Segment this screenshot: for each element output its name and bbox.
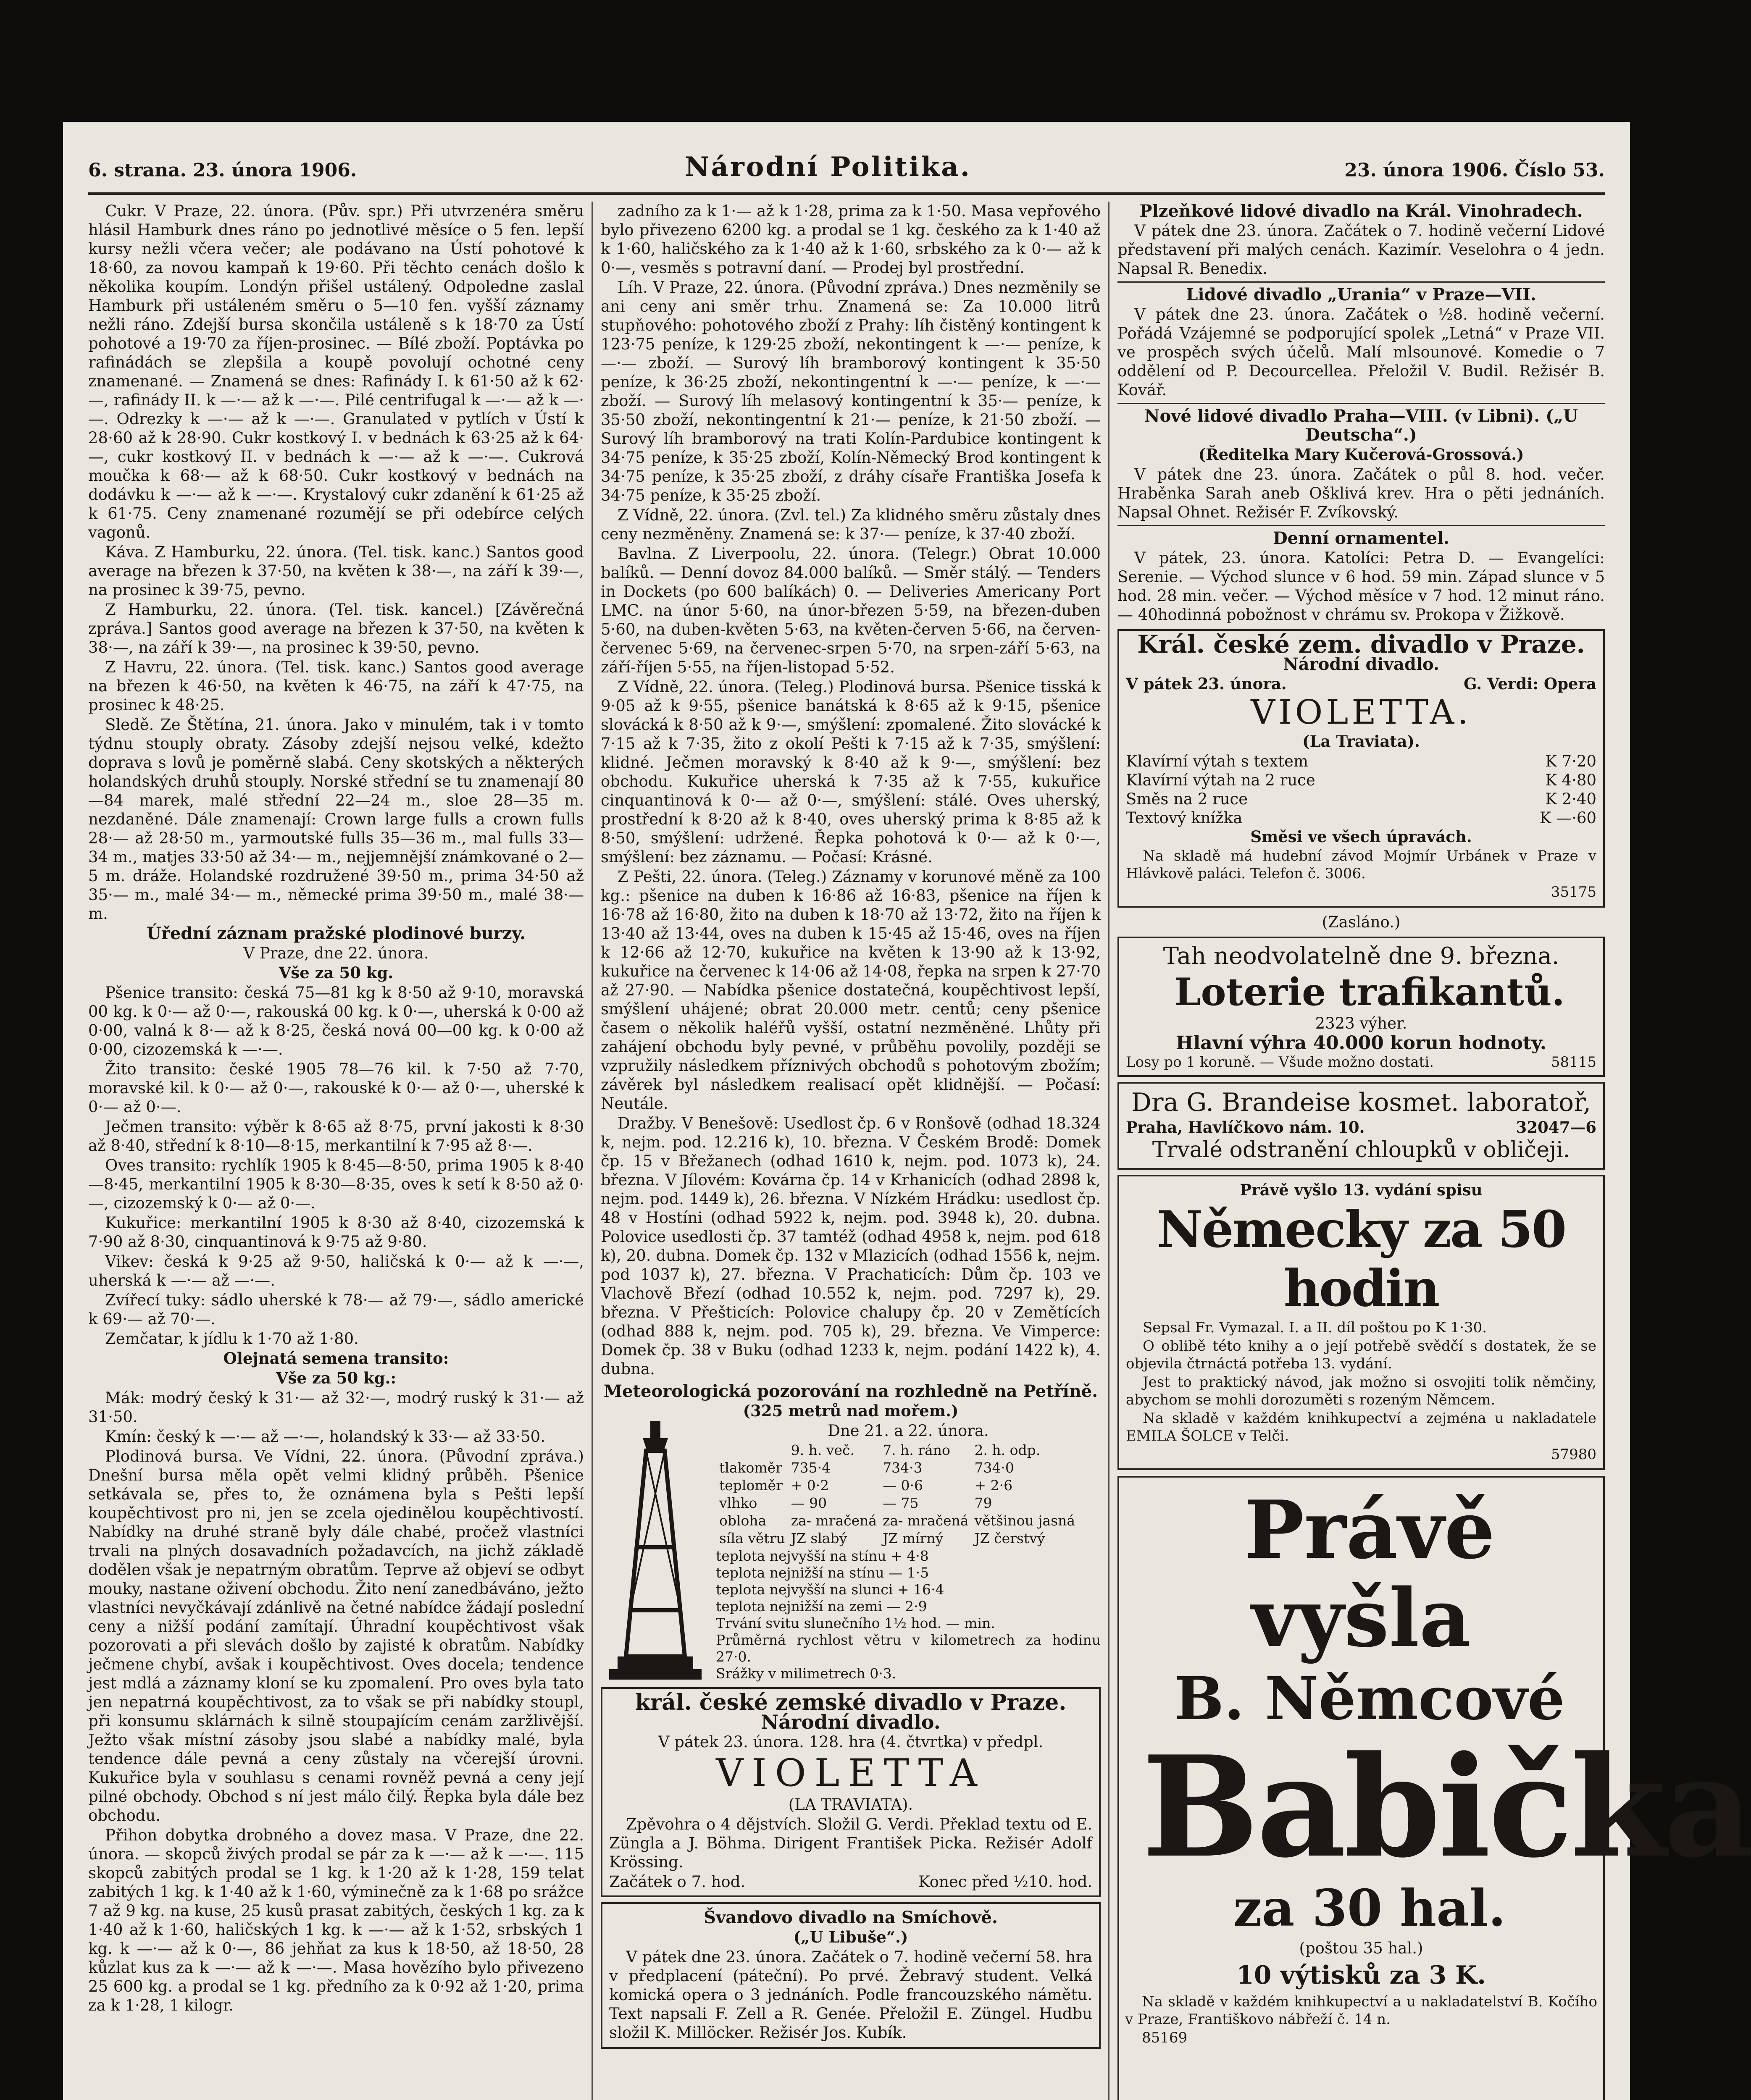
section-subheading: Olejnatá semena transito:: [223, 1349, 449, 1368]
article-oats: Oves transito: rychlík 1905 k 8·45—8·50, prima 1905 k 8·40—8·45, merkantilní 1905 k 8·30—8·35, oves k setí k 8·50 až 0·—, cizozemský k 0·— až 0·—.: [88, 1156, 584, 1212]
ad-national-theatre: král. české zemské divadlo v Praze. Národní divadlo. V pátek 23. února. 128. hra (4. čtvrtka) v předpl. VIOLETTA (LA TRAVIATA). Zpěvohra o 4 dějstvích. Složil G. Verdi. Překlad textu od E. Züngla a J. Böhma. Dirigent František Picka. Režisér Adolf Krössing. Začátek o 7. hod. Konec před ½10. hod.: [601, 1687, 1101, 1897]
ad-vinohrady-theatre: Plzeňkové lidové divadlo na Král. Vinohradech. V pátek dne 23. února. Začátek o 7. hodině večerní Lidové představení při malých cenách. Kazimír. Veselohra o 4 jedn. Napsal R. Benedix.: [1117, 201, 1605, 278]
ad-urania-theatre: Lidové divadlo „Urania“ v Praze—VII. V pátek dne 23. února. Začátek o ½8. hodině večerní. Pořádá Vzájemné se podporující spolek „Letná“ v Praze VII. ve prospěch svých účelů. Malí mlsounové. Komedie o 7 oddělení od P. Decourcellea. Přeložil V. Budil. Režisér B. Kovář.: [1117, 281, 1605, 399]
article-vienna-grain: Z Vídně, 22. února. (Teleg.) Plodinová bursa. Pšenice tisská k 9·05 až k 9·55, pšenice banátská k 8·65 až k 9·15, pšenice slovácká k 8·50 až k 9·—, smýšlení: zpomalené. Žito slovácké k 7·15 až k 7·35, žito z okolí Pešti k 7·15 až k 7·35, smýšlení: klidné. Ječmen moravský k 8·40 až k 9·—, smýšlení: bez obchodu. Kukuřice uherská k 7·35 až k 7·55, kukuřice cinquantinová k 0·— až 0·—, smýšlení: stálé. Oves uherský, prostřední k 8·20 až k 8·40, oves uherský prima k 8·85 až k 8·50, smýšlení: udržené. Řepka pohotová k 0·— až k 0·—, smýšlení: bez záznamu. — Počasí: Krásné.: [601, 678, 1101, 866]
article-meat-cont: zadního za k 1·— až k 1·28, prima za k 1·50. Masa vepřového bylo přivezeno 6200 kg. a prodal se 1 kg. českého za k 1·40 až k 1·60, haličského za k 1·40 až k 1·60, srbského za k 0·— až k 0·—, vesměs s potravní daní. — Prodej byl prostřední.: [601, 202, 1101, 277]
daily-calendar: Denní ornamentel. V pátek, 23. února. Katolíci: Petra D. — Evangelíci: Serenie. — Východ slunce v 6 hod. 59 min. Západ slunce v 5 hod. 28 min. večer. — Východ měsíce v 7 hod. 12 minut ráno. — 40hodinná pobožnost v chrámu sv. Prokopa v Žižkově.: [1117, 525, 1605, 624]
article-barley: Ječmen transito: výběr k 8·65 až 8·75, první jakosti k 8·30 až 8·40, střední k 8·10—8·15, merkantilní k 7·95 až 8·—.: [88, 1118, 584, 1155]
column-2: [601, 202, 1101, 2100]
column-separator: [1108, 202, 1109, 2100]
article-coffee-havre: Z Havru, 22. února. (Tel. tisk. kanc.) Santos good average na březen k 46·50, na květen k 46·75, na září k 47·75, na prosinec k 48·25.: [88, 658, 584, 714]
article-vienna-exchange: Plodinová bursa. Ve Vídni, 22. února. (Původní zpráva.) Dnešní bursa měla opět velmi klidný průběh. Pšenice setkávala se, přes to, že oznámena byla s Pešti lepší koupěchtivost pro ni, jen se zcela ojedinělou koupěchtivostí. Nabídky na druhé straně byly dále chabé, pročež vlastníci trvali na plných dosavadních požadavcích, na jichž základě dodělen však je nepatrným obratům. Teprve až objeví se odbyt mouky, nastane oživení obchodu. Žito není zanedbáváno, ježto vlastníci nevyčkávají zdánlivě na četné nabídce žádají poslední ceny a nižší podání zamítají. Úhradní koupěchtivost však pozorovati a při slevách došlo by zajisté k obratům. Nabídky ječmene chybí, avšak i koupěchtivost. Oves docela; tendence jest mdlá a záznamy kloní se ku zpomalení. Pro oves byla tato jen nepatrná koupěchtivost, za to však se při nabídky stoupl, při konsumu sklárnách k silně stoupajícím cenám zaržlivější. Ježto však místní zásoby jsou slabé a nabídky malé, byla tendence dále pevná a ceny zůstaly na včerejší úrovni. Kukuřice byla v souhlasu s cenami rovněž pevná a ceny její pilné obchody. Obchod s ní jest málo čilý. Řepka byla dále bez obchodu.: [88, 1447, 584, 1824]
column-3: [1117, 201, 1751, 2100]
article-rye: Žito transito: české 1905 78—76 kil. k 7·50 až 7·70, moravské kil. k 0·— až 0·—, rakouské k 0·— až 0·—, uherské k 0·— až 0·—.: [88, 1060, 584, 1116]
article-pest: Z Pešti, 22. února. (Teleg.) Záznamy v korunové měně za 100 kg.: pšenice na duben k 16·86 až 16·83, pšenice na říjen k 16·78 až 16·80, žito na duben k 18·70 až 13·72, žito na říjen k 13·40 až 13·44, oves na duben k 15·45 až 15·46, oves na říjen k 12·66 až 12·70, kukuřice na květen k 13·90 až k 13·92, kukuřice na červenec k 14·06 až 14·08, řepka na srpen k 27·70 až 27·90. — Nabídka pšenice dostatečná, koupěchtivost lepší, smýšlení uhájené; obrat 20.000 metr. centů; ceny pšenice časem o několik haléřů vyšší, ostatní nezměněné. Lhůty při zahájení obchodu byly pevné, v průběhu povolily, později se vzpružily následkem příznivých obchodů s pohotovým zbožím; závěrek byl následkem realisací opět klidnější. — Počasí: Neutále.: [601, 868, 1101, 1113]
newspaper-page: [63, 122, 1751, 2100]
article-wheat: Pšenice transito: česká 75—81 kg k 8·50 až 9·10, moravská 00 kg. k 0·— až 0·—, rakouská 00 kg. k 0·—, uherská k 0·00 až 0·00, valná k 8·— až k 8·25, česká nová 00—00 kg. k 0·00 až 0·00, cizozemská k —·—.: [88, 984, 584, 1058]
article-potatoes: Zemčatar, k jídlu k 1·70 až 1·80.: [105, 1330, 359, 1348]
weather-table: 9. h. več. 7. h. ráno 2. h. odp. tlakoměr 735·4 734·3 734·0 teploměr + 0·2 — 0·6 + 2·6 vlhko — 90 — 75 79 obloha za- mračená za- mračená většinou jasná síla větru JZ slabý JZ mírný JZ čerstvý: [719, 1442, 1075, 1546]
article-herring: Sledě. Ze Štětína, 21. února. Jako v minulém, tak i v tomto týdnu stouply obraty. Zásoby zdejší nejsou velké, kdežto doprava s lovů je poměrně slabá. Ceny skotských a některých holandských druhů stouply. Norské střední se tu znamenají 80—84 marek, malé střední 22—24 m., sloe 28—35 m. nezdaněné. Dále znamenají: Crown large fulls a crown fulls 28·— až 28·50 m., yarmoutské fulls 35—36 m., mal fulls 33—34 m., matjes 33·50 až 34·— m., nejjemnější známkované o 2—5 m. dráže. Holandské rozdružené 39·50 m., prima 34·50 až 35·— m., malé 34·— m., německé prima 39·50 m., malé 38·— m.: [88, 716, 584, 923]
column-separator: [592, 202, 593, 2100]
weather-extra: teplota nejvyšší na stínu + 4·8 teplota nejnižší na stínu — 1·5 teplota nejvyšší na slunci + 16·4 teplota nejnižší na zemi — 2·9 Trvání svitu slunečního 1½ hod. — min. Průměrná rychlost větru v kilometrech za hodinu 27·0. Srážky v milimetrech 0·3.: [716, 1548, 1101, 1682]
header-left: 6. strana. 23. února 1906.: [88, 160, 357, 181]
section-subheading: V Praze, dne 22. února.: [243, 944, 429, 962]
article-cotton: Bavlna. Z Liverpoolu, 22. února. (Telegr.) Obrat 10.000 balíků. — Denní dovoz 84.000 balíků. — Směr stálý. — Tenders in Dockets (po 600 balíkách) 0. — Deliveries Americany Port LMC. na únor 5·60, na únor-březen 5·59, na březen-duben 5·60, na duben-květen 5·63, na květen-červen 5·66, na červen-červenec 5·69, na červenec-srpen 5·70, na srpen-září 5·63, na září-říjen 5·55, na říjen-listopad 5·52.: [601, 545, 1101, 676]
section-subheading: Vše za 50 kg.: [279, 963, 394, 982]
article-spirits: Líh. V Praze, 22. února. (Původní zpráva.) Dnes nezměnily se ani ceny ani směr trhu. Znamená se: Za 10.000 litrů stupňového: pohotového zboží z Prahy: líh čistěný kontingent k 123·75 peníze, k 129·25 zboží, nekontingent k —·— peníze, k —·— zboží. — Surový líh bramborový kontingent k 35·50 peníze, k 36·25 zboží, nekontingentní k —·— peníze, k —·— zboží. — Surový líh melasový kontingentní k 35·— peníze, k 35·50 zboží, nekontingentní k 21·— peníze, k 21·50 zboží. — Surový líh bramborový na trati Kolín-Pardubice kontingent k 34·75 peníze, k 35·25 zboží, Kolín-Německý Brod kontingent k 34·75 peníze, k 35·25 zboží, z dráhy císaře Františka Josefa k 34·75 peníze, k 35·25 zboží.: [601, 278, 1101, 504]
ad-liben-theatre: Nové lidové divadlo Praha—VIII. (v Libni). („U Deutscha“.) (Ředitelka Mary Kučerová-Grossová.) V pátek dne 23. února. Začátek o půl 8. hod. večer. Hraběnka Sarah aneb Ošklivá krev. Hra o pěti jednáních. Napsal Ohnet. Režisér F. Zvíkovský.: [1117, 403, 1605, 522]
section-subheading: Vše za 50 kg.:: [276, 1369, 397, 1387]
page-header: [88, 151, 1605, 189]
column-1: [88, 202, 584, 2100]
masthead: Národní Politika.: [685, 151, 971, 183]
article-coffee-2: Z Hamburku, 22. února. (Tel. tisk. kancel.) [Závěrečná zpráva.] Santos good average na březen k 37·50, na květen k 38·—, na září k 39·—, na prosinec k 39·50, pevno.: [88, 601, 584, 656]
zaslano-label: (Zasláno.): [1322, 913, 1401, 931]
section-heading: Úřední záznam pražské plodinové burzy.: [146, 924, 526, 943]
petrin-tower-icon: [601, 1421, 710, 1682]
article-caraway: Kmín: český k —·— až —·—, holandský k 33·— až 33·50.: [105, 1428, 545, 1446]
ad-babicka-book: Právě vyšla B. Němcové Babička za 30 hal. (poštou 35 hal.) 10 výtisků za 3 K. Na skladě v každém knihkupectví a u nakladatelství B. Kočího v Praze, Františkovo nábřeží č. 14 n. 85169: [1117, 1476, 1605, 2100]
article-vetch: Vikev: česká k 9·25 až 9·50, haličská k 0·— až k —·—, uherská k —·— až —·—.: [88, 1252, 584, 1289]
ad-svandovo-theatre: Švandovo divadlo na Smíchově. („U Libuše“.) V pátek dne 23. února. Začátek o 7. hodině večerní 58. hra v předplacení (páteční). Po prvé. Žebravý student. Velká komická opera o 3 jednáních. Podle francouzského námětu. Text napsali F. Zell a R. Genée. Přeložil E. Züngel. Hudbu složil K. Millöcker. Režisér Jos. Kubík.: [601, 1902, 1101, 2049]
article-coffee: Káva. Z Hamburku, 22. února. (Tel. tisk. kanc.) Santos good average na březen k 37·50, na květen k 38·—, na září k 39·—, na prosinec k 39·75, pevno.: [88, 543, 584, 599]
weather-box: [601, 1382, 1101, 1682]
ad-lottery: Tah neodvolatelně dne 9. března. Loterie trafikantů. 2323 výher. Hlavní výhra 40.000 korun hodnoty. Losy po 1 koruně. — Všude možno dostati. 58115: [1117, 937, 1605, 1077]
weather-title: Meteorologická pozorování na rozhledně na Petříně.: [603, 1381, 1098, 1401]
ad-verdi-score: Král. české zem. divadlo v Praze. Národní divadlo. V pátek 23. února. G. Verdi: Opera VIOLETTA. (La Traviata). Klavírní výtah s textem K 7·20 Klavírní výtah na 2 ruce K 4·80 Směs na 2 ruce K 2·40 Textový knížka K —·60 Směsi ve všech úpravách. Na skladě má hudební závod Mojmír Urbánek v Praze v Hlávkově paláci. Telefon č. 3006. 35175: [1117, 629, 1605, 908]
article-fats: Zvířecí tuky: sádlo uherské k 78·— až 79·—, sádlo americké k 69·— až 70·—.: [88, 1291, 584, 1328]
weather-date: Dne 21. a 22. února.: [828, 1422, 989, 1440]
article-auctions: Dražby. V Benešově: Usedlost čp. 6 v Ronšově (odhad 18.324 k, nejm. pod. 12.216 k), 10. března. V Českém Brodě: Domek čp. 15 v Břežanech (odhad 1610 k, nejm. pod. 1073 k), 24. března. V Jílovém: Kovárna čp. 14 v Krhanicích (odhad 2898 k, nejm. pod. 1449 k), 26. března. V Nízkém Hrádku: usedlost čp. 48 v Hostíni (odhad 5922 k, nejm. pod. 3948 k), 20. dubna. Polovice usedlosti čp. 37 tamtéž (odhad 4958 k, nejm. pod 618 k), 20. dubna. Domek čp. 132 v Mlazicích (odhad 1556 k, nejm. pod 1037 k), 27. března. V Prachaticích: Dům čp. 103 ve Vlachově Březí (odhad 10.552 k, nejm. pod. 7297 k), 29. března. V Přešticích: Polovice chalupy čp. 20 v Zemětících (odhad 888 k, nejm. pod. 705 k), 29. března. Ve Vimperce: Domek čp. 38 v Buku (odhad 1233 k, nejm. podání 1422 k), 4. dubna.: [601, 1114, 1101, 1378]
article-livestock: Přihon dobytka drobného a dovez masa. V Praze, dne 22. února. — skopců živých prodal se pár za k —·— až k —·—. 115 skopců zabitých prodal se 1 kg. k 1·20 až k 1·28, 159 telat zabitých 1 kg. k 1·40 až k 1·60, výminečně za k 1·68 po srážce 7 až 9 kg. na kuse, 25 kusů prasat zabitých, českých 1 kg. za k 1·40 až k 1·60, haličských 1 kg. k —·— až k 1·52, srbských 1 kg. k —·— až k 0·—, 86 jehňat za kus k 18·50, až 18·50, 28 kůzlat kus za k —·— až k —·—. Masa hovězího bylo přivezeno 25 600 kg. a prodal se 1 kg. předního za k 0·92 až 1·20, prima za k 1·28, 1 kilogr.: [88, 1826, 584, 2014]
ad-german-book: Právě vyšlo 13. vydání spisu Německy za 50 hodin Sepsal Fr. Vymazal. I. a II. díl poštou po K 1·30. O oblibě této knihy a o její potřebě svědčí s dostatek, že se objevila čtrnáctá potřeba 13. vydání. Jest to praktický návod, jak možno si osvojiti tolik němčiny, abychom se mohli dorozuměti s rozeným Němcem. Na skladě v každém knihkupectví a zejména u nakladatele EMILA ŠOLCE v Telči. 57980: [1117, 1175, 1605, 1470]
article-spirits-vienna: Z Vídně, 22. února. (Zvl. tel.) Za klidného směru zůstaly dnes ceny nezměněny. Znamená se: k 37·— peníze, k 37·40 zboží.: [601, 506, 1101, 543]
article-sugar: Cukr. V Praze, 22. února. (Pův. spr.) Při utvrzenéra směru hlásil Hamburk dnes ráno po jednotlivé měsíce o 5 fen. lepší kursy nežli včera večer; ale podávano na Ústí pohotové k 18·60, za novou kampaň k 19·60. Při těchto cenách došlo k několika koupím. Londýn přišel ustálený. Odpoledne zaslal Hamburk při ustáleném směru o 5—10 fen. vyšší záznamy nežli ráno. Zdejší bursa skončila ustáleně s k 18·70 za Ústí pohotové a 19·70 za říjen-prosinec. — Bílé zboží. Poptávka po rafinádách se zlepšila a koupě povolují ochotné ceny znamenané. — Znamená se dnes: Rafinády I. k 61·50 až k 62·—, rafinády II. k —·— až k —·—. Pilé centrifugal k —·— až k —·—. Odrezky k —·— až k —·—. Granulated v pytlích v Ústí k 28·60 až k 28·90. Cukr kostkový I. v bednách k 63·25 až k 64·—, cukr kostkový II. v bednách k —·— až k —·—. Cukrová moučka k 68·— až k 68·50. Cukr kostkový v bednách na dodávku k —·— až k —·—. Krystalový cukr zdanění k 61·25 až k 61·75. Ceny znamenané rozumějí se při odebírce celých vagonů.: [88, 202, 584, 541]
weather-subtitle: (325 metrů nad mořem.): [743, 1402, 959, 1420]
ad-brandeis-laboratory: Dra G. Brandeise kosmet. laboratoř, Praha, Havlíčkovo nám. 10. 32047—6 Trvalé odstranění chloupků v obličeji.: [1117, 1082, 1605, 1170]
header-right: 23. února 1906. Číslo 53.: [1344, 160, 1605, 181]
article-poppy: Mák: modrý český k 31·— až 32·—, modrý ruský k 31·— až 31·50.: [88, 1389, 584, 1426]
article-corn: Kukuřice: merkantilní 1905 k 8·30 až 8·40, cizozemská k 7·90 až 8·30, cinquantinová k 9·75 až 9·80.: [88, 1214, 584, 1251]
header-rule: [88, 192, 1605, 195]
